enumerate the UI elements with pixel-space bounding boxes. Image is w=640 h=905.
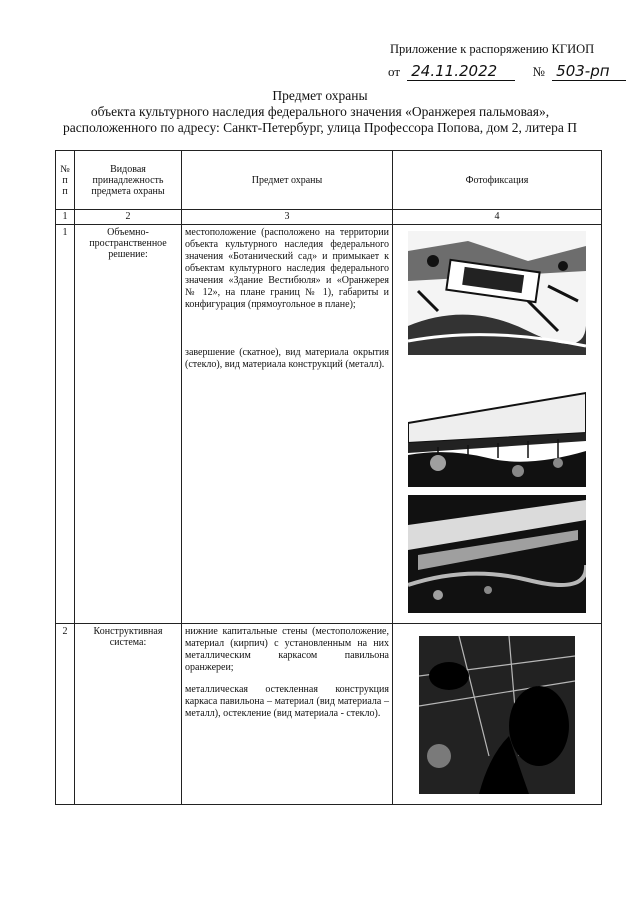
header-kind: Видовая принадлежность предмета охраны	[75, 151, 182, 210]
table-header-row	[56, 151, 602, 210]
row-number: 2	[56, 624, 75, 805]
subject-paragraph: нижние капитальные стены (местоположение, материал (кирпич) с установленным на них металлическим каркасом павильона оранжереи;	[185, 626, 389, 673]
document-title: Предмет охраны	[272, 88, 368, 103]
document-subtitle-line2: расположенного по адресу: Санкт-Петербург, улица Профессора Попова, дом 2, литера П	[63, 120, 577, 135]
subject-paragraph: завершение (скатное), вид материала окрытия (стекло), вид материала конструкций (металл).	[185, 347, 389, 370]
document-subtitle-line1: объекта культурного наследия федерального значения «Оранжерея пальмовая»,	[90, 104, 550, 119]
header-subject: Предмет охраны	[182, 151, 393, 210]
subject-paragraph: металлическая остекленная конструкция каркаса павильона – материал (вид материала – металл), остекление (вид материала - стекло).	[185, 684, 389, 719]
row-number: 1	[56, 225, 75, 624]
number-label: №	[532, 64, 545, 79]
row-subject	[182, 624, 393, 805]
header-photo: Фотофиксация	[393, 151, 602, 210]
from-label: от	[388, 64, 401, 79]
subject-paragraph: местоположение (расположено на территории объекта культурного наследия федерального значения «Ботанический сад» и примыкает к объектам культурного наследия федерального значения «Здание Вестибюля» и «Оранжерея № 12», на плане границ № 1), габариты и конфигурация (прямоугольное в плане);	[185, 227, 389, 310]
photo-glass-roof	[408, 495, 586, 613]
handwritten-date: 24.11.2022	[407, 62, 515, 81]
col-number: 4	[393, 210, 602, 225]
row-kind: Конструктивная система:	[75, 624, 182, 805]
column-number-row	[56, 210, 602, 225]
photo-site-plan	[408, 231, 586, 355]
table-row	[56, 624, 602, 805]
photo-building-facade	[408, 363, 586, 487]
appendix-note: Приложение к распоряжению КГИОП	[390, 42, 595, 56]
col-number: 1	[56, 210, 75, 225]
handwritten-number: 503-рп	[552, 62, 626, 81]
table-row	[56, 225, 602, 624]
row-photos	[393, 225, 602, 624]
col-number: 2	[75, 210, 182, 225]
protection-subject-table	[55, 150, 602, 805]
row-kind: Объемно-пространственное решение:	[75, 225, 182, 624]
header-no: № п п	[56, 151, 75, 210]
row-subject	[182, 225, 393, 624]
row-photos	[393, 624, 602, 805]
col-number: 3	[182, 210, 393, 225]
photo-interior-greenhouse	[419, 636, 575, 794]
order-line	[388, 62, 626, 81]
